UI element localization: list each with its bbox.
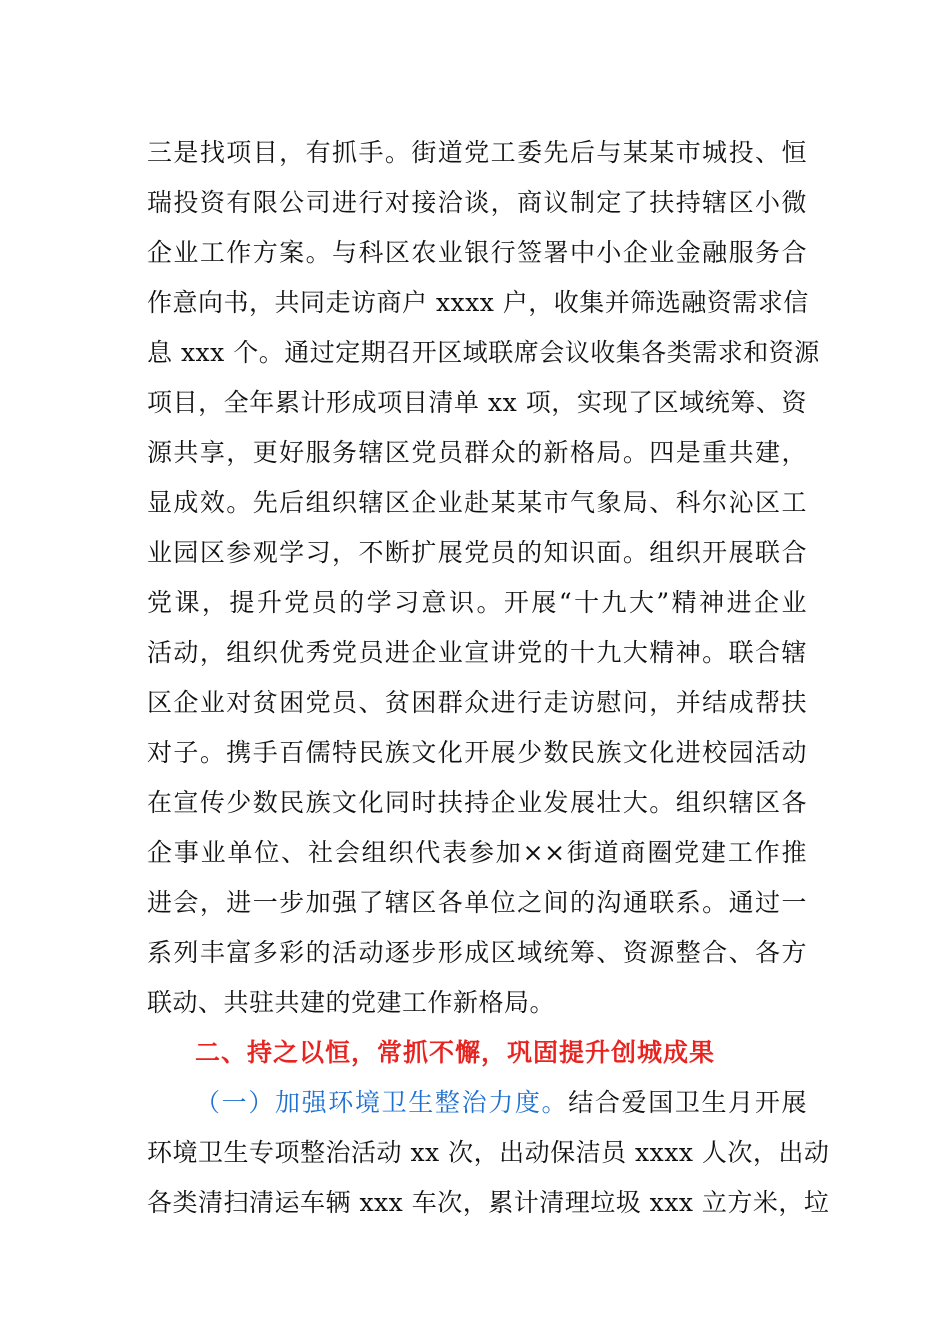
paragraph-line: 联动、共驻共建的党建工作新格局。 [147, 988, 556, 1017]
paragraph-line: 瑞投资有限公司进行对接洽谈，商议制定了扶持辖区小微 [147, 188, 807, 217]
paragraph-line: 源共享，更好服务辖区党员群众的新格局。四是重共建， [147, 438, 807, 467]
paragraph-line: 系列丰富多彩的活动逐步形成区域统筹、资源整合、各方 [147, 938, 807, 967]
paragraph-line: 对子。携手百儒特民族文化开展少数民族文化进校园活动 [147, 738, 807, 767]
subsection-heading: （一）加强环境卫生整治力度。 [195, 1088, 569, 1117]
paragraph-line: 企事业单位、社会组织代表参加××街道商圈党建工作推 [147, 838, 807, 867]
paragraph-line: 进会，进一步加强了辖区各单位之间的沟通联系。通过一 [147, 888, 807, 917]
paragraph-line: 作意向书，共同走访商户 xxxx 户，收集并筛选融资需求信 [147, 288, 809, 317]
paragraph-line: 在宣传少数民族文化同时扶持企业发展壮大。组织辖区各 [147, 788, 807, 817]
paragraph-line: 业园区参观学习，不断扩展党员的知识面。组织开展联合 [147, 538, 807, 567]
paragraph-line: 环境卫生专项整治活动 xx 次，出动保洁员 xxxx 人次，出动 [147, 1138, 830, 1167]
paragraph-line: 显成效。先后组织辖区企业赴某某市气象局、科尔沁区工 [147, 488, 807, 517]
paragraph-line: 活动，组织优秀党员进企业宣讲党的十九大精神。联合辖 [147, 638, 807, 667]
paragraph-line: 各类清扫清运车辆 xxx 车次，累计清理垃圾 xxx 立方米，垃 [147, 1188, 830, 1217]
subsection-first-line [195, 1078, 807, 1128]
paragraph-line: 企业工作方案。与科区农业银行签署中小企业金融服务合 [147, 238, 807, 267]
subsection-first-line-text: 结合爱国卫生月开展 [568, 1088, 807, 1117]
paragraph-line: 息 xxx 个。通过定期召开区域联席会议收集各类需求和资源 [147, 338, 820, 367]
paragraph-line: 项目，全年累计形成项目清单 xx 项，实现了区域统筹、资 [147, 388, 807, 417]
paragraph-line: 三是找项目，有抓手。街道党工委先后与某某市城投、恒 [147, 138, 807, 167]
paragraph-line: 党课，提升党员的学习意识。开展“十九大”精神进企业 [147, 588, 807, 617]
section-heading: 二、持之以恒，常抓不懈，巩固提升创城成果 [195, 1038, 716, 1067]
paragraph-line: 区企业对贫困党员、贫困群众进行走访慰问，并结成帮扶 [147, 688, 807, 717]
